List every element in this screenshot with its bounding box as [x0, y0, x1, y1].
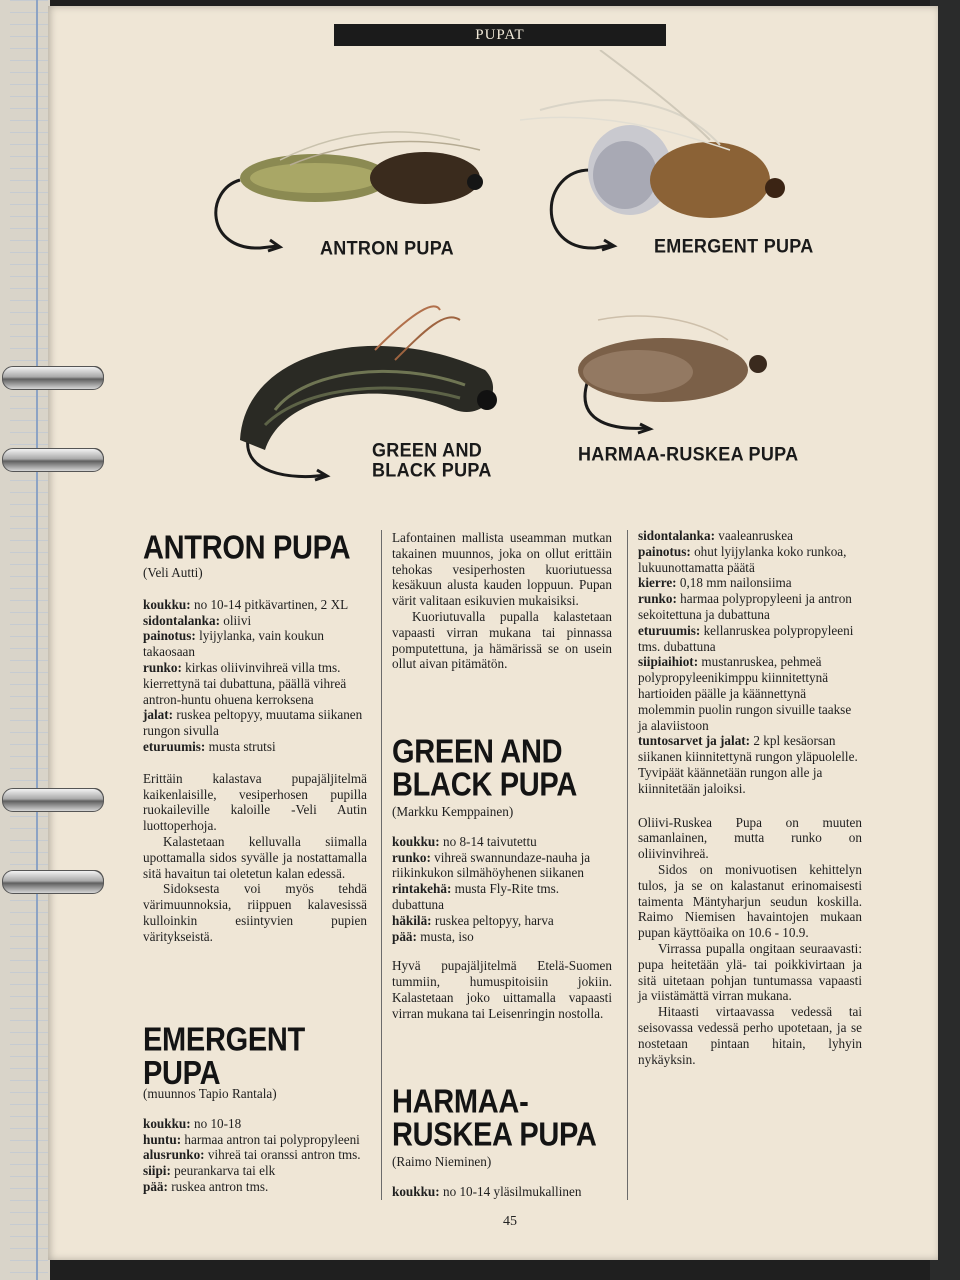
field: huntu: harmaa antron tai polypropyleeni: [143, 1131, 360, 1147]
field: eturuumis: kellanruskea polypropyleeni tms. dubattuna: [638, 622, 854, 654]
field: koukku: no 10-14 pitkävartinen, 2 XL: [143, 596, 349, 612]
green-black-title-1: GREEN AND: [392, 733, 563, 771]
antron-title: ANTRON PUPA: [143, 529, 351, 567]
field: pää: musta, iso: [392, 928, 474, 944]
field: häkilä: ruskea peltopyy, harva: [392, 912, 554, 928]
harmaa-author: (Raimo Nieminen): [392, 1154, 492, 1169]
harmaa-title-1: HARMAA-: [392, 1083, 529, 1121]
field: runko: vihreä swannundaze-nauha ja riikinkukon silmähöyhenen siikanen: [392, 849, 591, 881]
harmaa-ruskea-section: [392, 1083, 612, 1200]
field: rintakehä: musta Fly-Rite tms. dubattuna: [392, 881, 560, 912]
fly-label-green-black-2: BLACK PUPA: [372, 459, 492, 481]
emergent-section: [143, 1021, 367, 1195]
field: siipiaihiot: mustanruskea, pehmeä polypropyleenikimppu kiinnitettynä hartioiden päälle ja käännettynä molemmin puolin rungon sivuille taakse ja alaviistoon: [638, 654, 852, 733]
field: kierre: 0,18 mm nailonsiima: [638, 575, 792, 591]
column-2: [392, 530, 612, 672]
binder-ring: [2, 366, 104, 390]
emergent-author: (muunnos Tapio Rantala): [143, 1086, 277, 1101]
green-black-section: [392, 733, 612, 1022]
antron-fields: [143, 597, 367, 755]
field: alusrunko: vihreä tai oranssi antron tms.: [143, 1147, 361, 1163]
column-divider: [627, 530, 628, 1200]
binder-ring: [2, 870, 104, 894]
column-3: [638, 528, 862, 1067]
field: koukku: no 10-18: [143, 1115, 242, 1131]
green-black-paragraph: Hyvä pupajäljitelmä Etelä-Suomen tummiin, humuspitoisiin jokiin. Kalastetaan joko uittamalla vapaasti virran mukana tai Leisenringin nostolla.: [392, 958, 612, 1021]
emergent-title: EMERGENT PUPA: [143, 1021, 305, 1092]
field: koukku: no 10-14 yläsilmukallinen: [392, 1183, 582, 1199]
field: jalat: ruskea peltopyy, muutama siikanen rungon sivulla: [143, 707, 363, 739]
section-header: PUPAT: [334, 24, 666, 46]
binder-ring: [2, 448, 104, 472]
binder-margin-line: [36, 0, 38, 1280]
fly-label-harmaa-ruskea: HARMAA-RUSKEA PUPA: [578, 443, 799, 465]
emergent-paragraph: Kuoriutuvalla pupalla kalastetaan vapaasti virran mukana tai pinnassa pomputettuna, ja hämärissä se on usein ollut aivan pitämätön.: [392, 608, 612, 672]
harmaa-paragraph: Sidos on monivuotisen kehittelyn tulos, ja se on kalastanut erinomaisesti taimenta Mäntyharjun seudun koskilla. Raimo Niemisen havaintojen mukaan pupan käyttöaika on 10.6 - 10.9.: [638, 861, 862, 941]
field: sidontalanka: oliivi: [143, 612, 252, 628]
emergent-paragraph: Lafontainen mallista useamman mutkan takainen muunnos, joka on ollut erittäin tehokas vesiperhosten kuoriutuessa kesäkuun alusta kauden loppuun. Pupan värit valitaan esikuvien mukaisiksi.: [392, 530, 612, 609]
field: koukku: no 8-14 taivutettu: [392, 833, 537, 849]
field: pää: ruskea antron tms.: [143, 1178, 269, 1194]
field: tuntosarvet ja jalat: 2 kpl kesäorsan siikanen kiinnitettynä rungon yläpuolelle. Tyvipäät käännetään rungon alle ja kiinnitetään jaloiksi.: [638, 733, 858, 796]
field: runko: kirkas oliivinvihreä villa tms. kierrettynä tai dubattuna, päällä vihreä antron-huntu ohuena kerroksena: [143, 659, 347, 707]
antron-paragraph: Kalastetaan kelluvalla siimalla upottamalla sidos syvälle ja nostattamalla sitä havaitun tai oletetun kalan edessä.: [143, 833, 367, 881]
column-1: [143, 529, 367, 945]
field: painotus: ohut lyijylanka koko runkoa, lukuunottamatta päätä: [638, 543, 847, 575]
field: runko: harmaa polypropyleeni ja antron sekoitettuna ja dubattuna: [638, 591, 852, 622]
field: painotus: lyijylanka, vain koukun takaosaan: [143, 628, 324, 660]
column-divider: [381, 530, 382, 1200]
antron-author: (Veli Autti): [143, 565, 203, 580]
binder-ring: [2, 788, 104, 812]
green-black-author: (Markku Kemppainen): [392, 804, 514, 819]
antron-paragraph: Sidoksesta voi myös tehdä värimuunnoksia, riippuen kalavesissä kulloinkin esiintyvien pupien väritykseistä.: [143, 881, 367, 944]
field: siipi: peurankarva tai elk: [143, 1163, 276, 1179]
harmaa-paragraph: Virrassa pupalla ongitaan seuraavasti: pupa heitetään ylä- tai poikkivirtaan ja sitä uitetaan pohjan tuntumassa vapaasti ja viistämättä virran mukana.: [638, 940, 862, 1004]
harmaa-paragraph: Hitaasti virtaavassa vedessä tai seisovassa vedessä perho upotetaan, ja se nostetaan pintaan hitain, lyhyin nykäyksin.: [638, 1004, 862, 1067]
green-black-title-2: BLACK PUPA: [392, 766, 577, 804]
antron-paragraph: Erittäin kalastava pupajäljitelmä kaikenlaisille, vesiperhosen pupilla ruokaileville kaloille -Veli Autin luottoperhoja.: [143, 770, 367, 834]
fly-label-green-black-1: GREEN AND: [372, 439, 483, 461]
page-number: 45: [503, 1214, 517, 1229]
grid-paper: [10, 0, 48, 1280]
harmaa-paragraph: Oliivi-Ruskea Pupa on muuten samanlainen, mutta runko on oliivinvihreä.: [638, 814, 862, 862]
harmaa-title-2: RUSKEA PUPA: [392, 1116, 597, 1154]
harmaa-ruskea-pupa-image: [568, 300, 788, 440]
emergent-pupa-image: [520, 50, 820, 260]
field: eturuumis: musta strutsi: [143, 738, 276, 754]
fly-label-emergent: EMERGENT PUPA: [654, 235, 814, 257]
field: sidontalanka: vaaleanruskea: [638, 528, 793, 543]
fly-label-antron: ANTRON PUPA: [320, 237, 454, 259]
